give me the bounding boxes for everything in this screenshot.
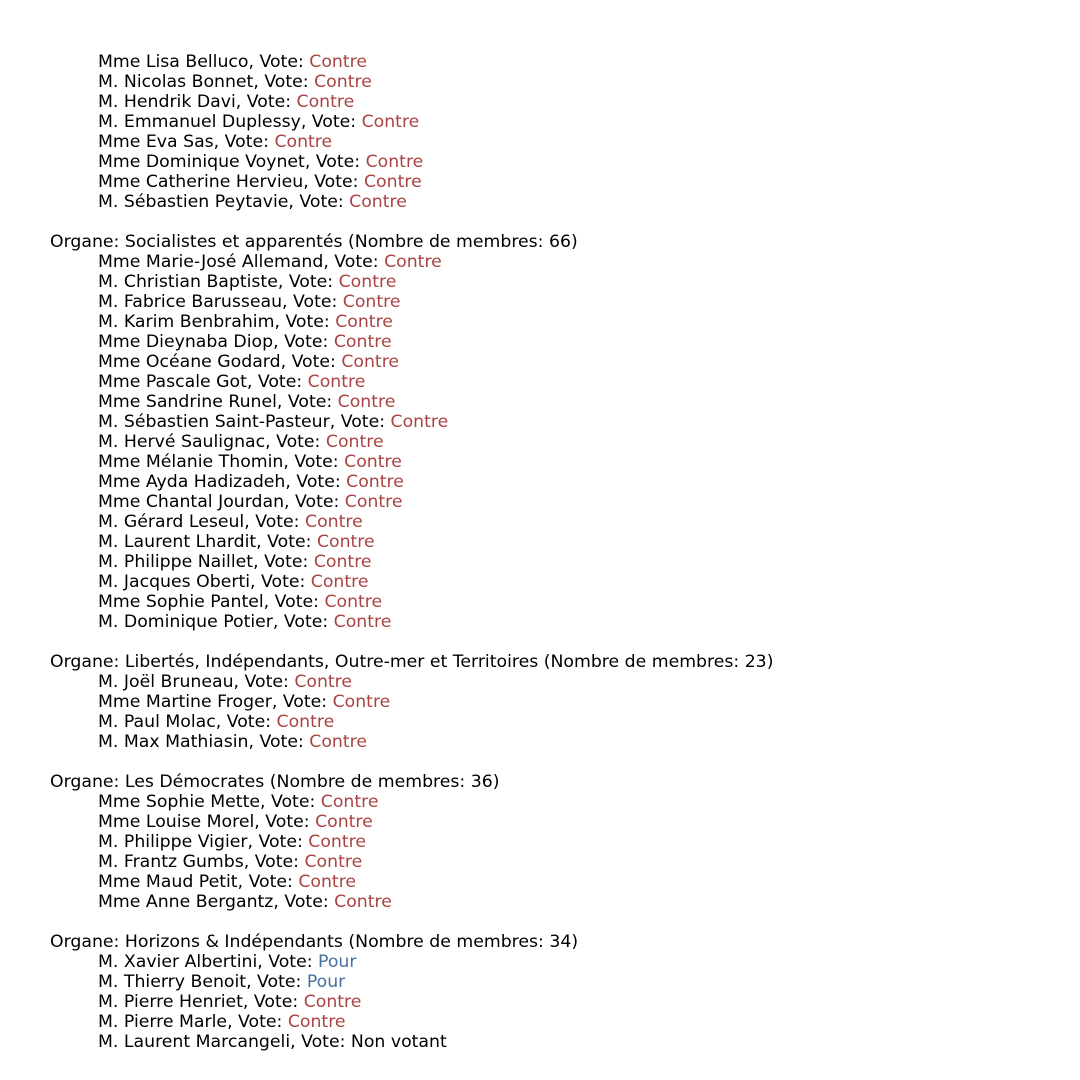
member-row bbox=[50, 712, 1070, 732]
vote-value-contre: Contre bbox=[337, 392, 396, 412]
vote-value-contre: Contre bbox=[363, 172, 422, 192]
organe-group bbox=[50, 772, 1070, 912]
organe-header bbox=[50, 772, 1070, 792]
vote-prefix: , Vote: bbox=[283, 452, 345, 472]
member-row bbox=[50, 852, 1070, 872]
member-name: Mme Anne Bergantz bbox=[98, 892, 274, 912]
vote-prefix: , Vote: bbox=[303, 172, 364, 192]
member-name: M. Philippe Vigier bbox=[98, 832, 248, 852]
members-count-prefix: (Nombre de membres: bbox=[538, 652, 745, 672]
vote-prefix: , Vote: bbox=[323, 252, 385, 272]
member-row bbox=[50, 352, 1070, 372]
member-row bbox=[50, 1012, 1070, 1032]
vote-value-contre: Contre bbox=[294, 672, 353, 692]
organe-prefix: Organe: bbox=[50, 232, 125, 252]
member-row bbox=[50, 952, 1070, 972]
vote-prefix: , Vote: bbox=[271, 692, 333, 712]
vote-prefix: , Vote: bbox=[243, 852, 305, 872]
vote-value-contre: Contre bbox=[308, 832, 366, 852]
member-name: Mme Chantal Jourdan bbox=[98, 492, 285, 512]
vote-prefix: , Vote: bbox=[253, 72, 315, 92]
organe-prefix: Organe: bbox=[50, 932, 125, 952]
member-row bbox=[50, 592, 1070, 612]
member-name: M. Hendrik Davi bbox=[98, 92, 236, 112]
member-row bbox=[50, 172, 1070, 192]
member-row bbox=[50, 992, 1070, 1012]
member-row bbox=[50, 112, 1070, 132]
vote-value-contre: Contre bbox=[309, 732, 367, 752]
members-count-suffix: ) bbox=[492, 772, 500, 792]
member-name: Mme Dieynaba Diop bbox=[98, 332, 274, 352]
vote-prefix: , Vote: bbox=[290, 1032, 351, 1052]
member-row bbox=[50, 552, 1070, 572]
vote-prefix: , Vote: bbox=[329, 412, 391, 432]
vote-value-non-votant: Non votant bbox=[350, 1032, 447, 1052]
vote-value-contre: Contre bbox=[341, 352, 400, 372]
member-name: M. Dominique Potier bbox=[98, 612, 273, 632]
vote-prefix: , Vote: bbox=[276, 392, 338, 412]
member-name: M. Laurent Lhardit bbox=[98, 532, 257, 552]
vote-value-contre: Contre bbox=[276, 712, 335, 732]
vote-value-contre: Contre bbox=[274, 132, 333, 152]
vote-value-contre: Contre bbox=[320, 792, 379, 812]
member-row bbox=[50, 492, 1070, 512]
member-row bbox=[50, 72, 1070, 92]
member-row bbox=[50, 132, 1070, 152]
organe-group bbox=[50, 652, 1070, 752]
member-row bbox=[50, 392, 1070, 412]
vote-value-contre: Contre bbox=[361, 112, 420, 132]
vote-value-contre: Contre bbox=[307, 372, 366, 392]
vote-prefix: , Vote: bbox=[256, 532, 317, 552]
member-name: Mme Catherine Hervieu bbox=[98, 172, 304, 192]
member-name: M. Nicolas Bonnet bbox=[98, 72, 254, 92]
member-name: M. Pierre Marle bbox=[98, 1012, 228, 1032]
vote-prefix: , Vote: bbox=[233, 672, 295, 692]
vote-prefix: , Vote: bbox=[246, 372, 308, 392]
vote-prefix: , Vote: bbox=[235, 92, 297, 112]
member-name: M. Fabrice Barusseau bbox=[98, 292, 283, 312]
vote-prefix: , Vote: bbox=[248, 732, 310, 752]
vote-value-contre: Contre bbox=[310, 572, 369, 592]
vote-value-pour: Pour bbox=[318, 952, 357, 972]
vote-value-contre: Contre bbox=[298, 872, 357, 892]
vote-prefix: , Vote: bbox=[265, 432, 326, 452]
member-name: Mme Sophie Pantel bbox=[98, 592, 264, 612]
group-spacer bbox=[50, 752, 1070, 772]
member-row bbox=[50, 692, 1070, 712]
member-row bbox=[50, 152, 1070, 172]
vote-prefix: , Vote: bbox=[263, 592, 325, 612]
vote-prefix: , Vote: bbox=[288, 192, 350, 212]
group-spacer bbox=[50, 912, 1070, 932]
member-name: Mme Mélanie Thomin bbox=[98, 452, 284, 472]
vote-prefix: , Vote: bbox=[227, 1012, 288, 1032]
organe-prefix: Organe: bbox=[50, 652, 125, 672]
member-row bbox=[50, 612, 1070, 632]
members-count-suffix: ) bbox=[766, 652, 774, 672]
member-row bbox=[50, 372, 1070, 392]
vote-prefix: , Vote: bbox=[273, 892, 335, 912]
member-row bbox=[50, 572, 1070, 592]
member-name: Mme Dominique Voynet bbox=[98, 152, 305, 172]
members-count-prefix: (Nombre de membres: bbox=[264, 772, 471, 792]
vote-prefix: , Vote: bbox=[248, 52, 310, 72]
vote-value-contre: Contre bbox=[390, 412, 449, 432]
members-count-prefix: (Nombre de membres: bbox=[342, 232, 549, 252]
member-row bbox=[50, 512, 1070, 532]
organe-name: Libertés, Indépendants, Outre-mer et Territoires bbox=[124, 652, 539, 672]
vote-value-contre: Contre bbox=[313, 552, 372, 572]
member-name: M. Sébastien Peytavie bbox=[98, 192, 289, 212]
members-count: 66 bbox=[549, 232, 571, 252]
vote-value-contre: Contre bbox=[335, 312, 393, 332]
vote-value-contre: Contre bbox=[333, 332, 392, 352]
vote-value-contre: Contre bbox=[346, 472, 404, 492]
vote-prefix: , Vote: bbox=[274, 312, 336, 332]
organe-header bbox=[50, 232, 1070, 252]
organe-header bbox=[50, 932, 1070, 952]
vote-prefix: , Vote: bbox=[300, 112, 362, 132]
vote-value-contre: Contre bbox=[342, 292, 401, 312]
vote-value-contre: Contre bbox=[324, 592, 383, 612]
organe-group bbox=[50, 232, 1070, 632]
organe-header bbox=[50, 652, 1070, 672]
member-row bbox=[50, 532, 1070, 552]
members-count: 34 bbox=[549, 932, 572, 952]
members-count-prefix: (Nombre de membres: bbox=[342, 932, 550, 952]
member-name: Mme Martine Froger bbox=[98, 692, 272, 712]
member-name: M. Sébastien Saint-Pasteur bbox=[98, 412, 330, 432]
organe-prefix: Organe: bbox=[50, 772, 125, 792]
member-name: Mme Eva Sas bbox=[98, 132, 214, 152]
member-name: M. Thierry Benoit bbox=[98, 972, 247, 992]
members-count-suffix: ) bbox=[571, 232, 578, 252]
member-name: M. Gérard Leseul bbox=[98, 512, 245, 532]
member-row bbox=[50, 332, 1070, 352]
vote-value-contre: Contre bbox=[338, 272, 397, 292]
group-spacer bbox=[50, 212, 1070, 232]
member-name: Mme Maud Petit bbox=[98, 872, 238, 892]
vote-prefix: , Vote: bbox=[260, 792, 321, 812]
members-count: 36 bbox=[470, 772, 493, 792]
member-row bbox=[50, 892, 1070, 912]
member-name: Mme Sophie Mette bbox=[98, 792, 260, 812]
member-row bbox=[50, 192, 1070, 212]
member-name: Mme Sandrine Runel bbox=[98, 392, 277, 412]
member-row bbox=[50, 252, 1070, 272]
vote-prefix: , Vote: bbox=[304, 152, 366, 172]
vote-value-contre: Contre bbox=[287, 1012, 346, 1032]
member-row bbox=[50, 872, 1070, 892]
vote-prefix: , Vote: bbox=[246, 972, 307, 992]
member-row bbox=[50, 412, 1070, 432]
vote-value-contre: Contre bbox=[334, 892, 392, 912]
organe-name: Les Démocrates bbox=[124, 772, 265, 792]
member-row bbox=[50, 432, 1070, 452]
member-name: Mme Marie-José Allemand bbox=[98, 252, 324, 272]
member-row bbox=[50, 732, 1070, 752]
vote-prefix: , Vote: bbox=[282, 292, 343, 312]
vote-prefix: , Vote: bbox=[284, 492, 345, 512]
vote-value-contre: Contre bbox=[349, 192, 407, 212]
vote-prefix: , Vote: bbox=[253, 552, 314, 572]
member-row bbox=[50, 812, 1070, 832]
vote-value-contre: Contre bbox=[384, 252, 442, 272]
member-row bbox=[50, 312, 1070, 332]
vote-value-contre: Contre bbox=[344, 452, 402, 472]
group-spacer bbox=[50, 632, 1070, 652]
member-name: M. Max Mathiasin bbox=[98, 732, 249, 752]
organe-group bbox=[50, 932, 1070, 1052]
member-name: M. Jacques Oberti bbox=[98, 572, 251, 592]
member-name: Mme Pascale Got bbox=[98, 372, 247, 392]
member-name: M. Christian Baptiste bbox=[98, 272, 278, 292]
member-row bbox=[50, 292, 1070, 312]
member-name: M. Pierre Henriet bbox=[98, 992, 243, 1012]
vote-value-contre: Contre bbox=[309, 52, 368, 72]
vote-value-contre: Contre bbox=[303, 992, 362, 1012]
member-name: M. Paul Molac bbox=[98, 712, 216, 732]
vote-value-contre: Contre bbox=[325, 432, 384, 452]
vote-value-contre: Contre bbox=[296, 92, 355, 112]
member-row bbox=[50, 672, 1070, 692]
vote-prefix: , Vote: bbox=[244, 512, 305, 532]
vote-prefix: , Vote: bbox=[273, 332, 334, 352]
member-row bbox=[50, 1032, 1070, 1052]
vote-prefix: , Vote: bbox=[254, 812, 316, 832]
organe-name: Socialistes et apparentés bbox=[124, 232, 343, 252]
vote-value-contre: Contre bbox=[314, 72, 372, 92]
vote-prefix: , Vote: bbox=[277, 272, 339, 292]
vote-prefix: , Vote: bbox=[280, 352, 342, 372]
vote-prefix: , Vote: bbox=[272, 612, 334, 632]
member-row bbox=[50, 792, 1070, 812]
member-name: M. Karim Benbrahim bbox=[98, 312, 275, 332]
vote-value-contre: Contre bbox=[332, 692, 391, 712]
vote-prefix: , Vote: bbox=[257, 952, 319, 972]
member-row bbox=[50, 832, 1070, 852]
member-row bbox=[50, 272, 1070, 292]
member-name: M. Xavier Albertini bbox=[98, 952, 258, 972]
member-name: Mme Ayda Hadizadeh bbox=[98, 472, 286, 492]
vote-value-contre: Contre bbox=[304, 852, 363, 872]
vote-value-contre: Contre bbox=[305, 512, 363, 532]
member-name: Mme Louise Morel bbox=[98, 812, 255, 832]
vote-prefix: , Vote: bbox=[247, 832, 309, 852]
member-row bbox=[50, 472, 1070, 492]
member-name: Mme Lisa Belluco bbox=[98, 52, 249, 72]
vote-value-contre: Contre bbox=[344, 492, 403, 512]
vote-prefix: , Vote: bbox=[215, 712, 277, 732]
member-row bbox=[50, 52, 1070, 72]
member-name: M. Laurent Marcangeli bbox=[98, 1032, 291, 1052]
member-name: Mme Océane Godard bbox=[98, 352, 281, 372]
vote-prefix: , Vote: bbox=[242, 992, 304, 1012]
organe-group bbox=[50, 52, 1070, 212]
vote-value-pour: Pour bbox=[306, 972, 346, 992]
members-count: 23 bbox=[744, 652, 767, 672]
vote-value-contre: Contre bbox=[316, 532, 375, 552]
vote-value-contre: Contre bbox=[365, 152, 424, 172]
member-row bbox=[50, 92, 1070, 112]
vote-prefix: , Vote: bbox=[237, 872, 299, 892]
members-count-suffix: ) bbox=[571, 932, 579, 952]
organe-name: Horizons & Indépendants bbox=[124, 932, 343, 952]
vote-prefix: , Vote: bbox=[285, 472, 347, 492]
member-name: M. Emmanuel Duplessy bbox=[98, 112, 301, 132]
vote-prefix: , Vote: bbox=[250, 572, 311, 592]
member-name: M. Joël Bruneau bbox=[98, 672, 234, 692]
vote-list-document bbox=[50, 52, 1070, 1052]
vote-prefix: , Vote: bbox=[213, 132, 275, 152]
member-row bbox=[50, 972, 1070, 992]
member-name: M. Frantz Gumbs bbox=[98, 852, 244, 872]
member-row bbox=[50, 452, 1070, 472]
vote-value-contre: Contre bbox=[333, 612, 392, 632]
member-name: M. Philippe Naillet bbox=[98, 552, 254, 572]
vote-value-contre: Contre bbox=[315, 812, 373, 832]
member-name: M. Hervé Saulignac bbox=[98, 432, 266, 452]
